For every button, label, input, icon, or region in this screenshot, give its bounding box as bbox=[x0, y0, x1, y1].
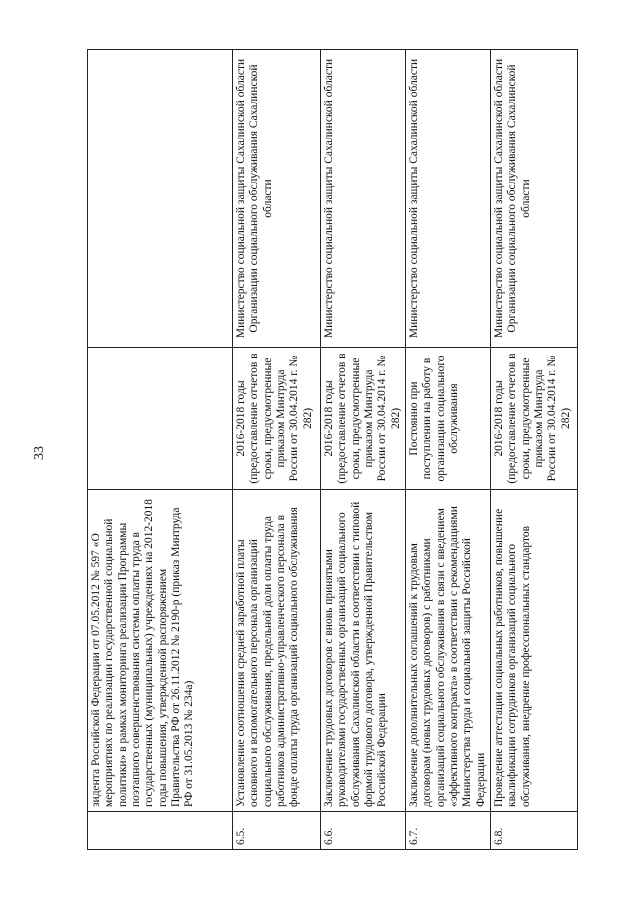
row-dates: Постоянно при поступлении на работу в организации социального обслуживания bbox=[405, 348, 490, 490]
row-number bbox=[88, 812, 233, 850]
row-number: 6.6. bbox=[321, 812, 406, 850]
row-organization: Министерство социальной защиты Сахалинской области bbox=[405, 50, 490, 348]
row-dates: 2016-2018 годы (предоставление отчетов в сроки, предусмотренные приказом Минтруда России от 30.04.2014 г. № 282) bbox=[321, 348, 406, 490]
row-description: Заключение дополнительных соглашений к трудовым договорам (новых трудовых договоров) с работниками организаций социального обслуживания в связи с введением «эффективного контракта» в соответствии с рекомендациями Министерства труда и социальной защиты Российской Федерации bbox=[405, 490, 490, 812]
row-organization: Министерство социальной защиты Сахалинской области Организации социального обслуживания Сахалинской области bbox=[490, 50, 577, 348]
table-row bbox=[321, 50, 406, 850]
row-dates: 2016-2018 годы (предоставление отчетов в сроки, предусмотренные приказом Минтруда России от 30.04.2014 г. № 282) bbox=[233, 348, 321, 490]
row-organization: Министерство социальной защиты Сахалинской области bbox=[321, 50, 406, 348]
row-description: Проведение аттестации социальных работников, повышение квалификации сотрудников организаций социального обслуживания, внедрение профессиональных стандартов bbox=[490, 490, 577, 812]
row-dates bbox=[88, 348, 233, 490]
table-row bbox=[405, 50, 490, 850]
row-dates: 2016-2018 годы (предоставление отчетов в сроки, предусмотренные приказом Минтруда России от 30.04.2014 г. № 282) bbox=[490, 348, 577, 490]
rotated-page bbox=[87, 50, 572, 850]
row-number: 6.7. bbox=[405, 812, 490, 850]
row-description: зидента Российской Федерации от 07.05.2012 № 597 «О мероприятиях по реализации государственной социальной политики» в рамках мониторинга реализации Программы поэтапного совершенствования системы оплаты труда в государственных (муниципальных) учреждениях на 2012-2018 годы повышения, утвержденной распоряжением Правительства РФ от 26.11.2012 № 2190-р (приказ Минтруда РФ от 31.05.2013 № 234а) bbox=[88, 490, 233, 812]
table-row bbox=[490, 50, 577, 850]
row-number: 6.5. bbox=[233, 812, 321, 850]
row-description: Заключение трудовых договоров с вновь принятыми руководителями государственных организаций социального обслуживания Сахалинской области в соответствии с типовой формой трудового договора, утвержденной Правительством Российской Федерации bbox=[321, 490, 406, 812]
row-organization: Министерство социальной защиты Сахалинской области Организации социального обслуживания Сахалинской области bbox=[233, 50, 321, 348]
measures-table bbox=[87, 49, 578, 850]
table-row bbox=[233, 50, 321, 850]
table-row bbox=[88, 50, 233, 850]
page-number: 33 bbox=[32, 446, 47, 460]
row-organization bbox=[88, 50, 233, 348]
row-number: 6.8. bbox=[490, 812, 577, 850]
row-description: Установление соотношения средней заработной платы основного и вспомогательного персонала организаций социального обслуживания, предельной доли оплаты труда работников административно-управленческого персонала в фонде оплаты труда организаций социального обслуживания bbox=[233, 490, 321, 812]
